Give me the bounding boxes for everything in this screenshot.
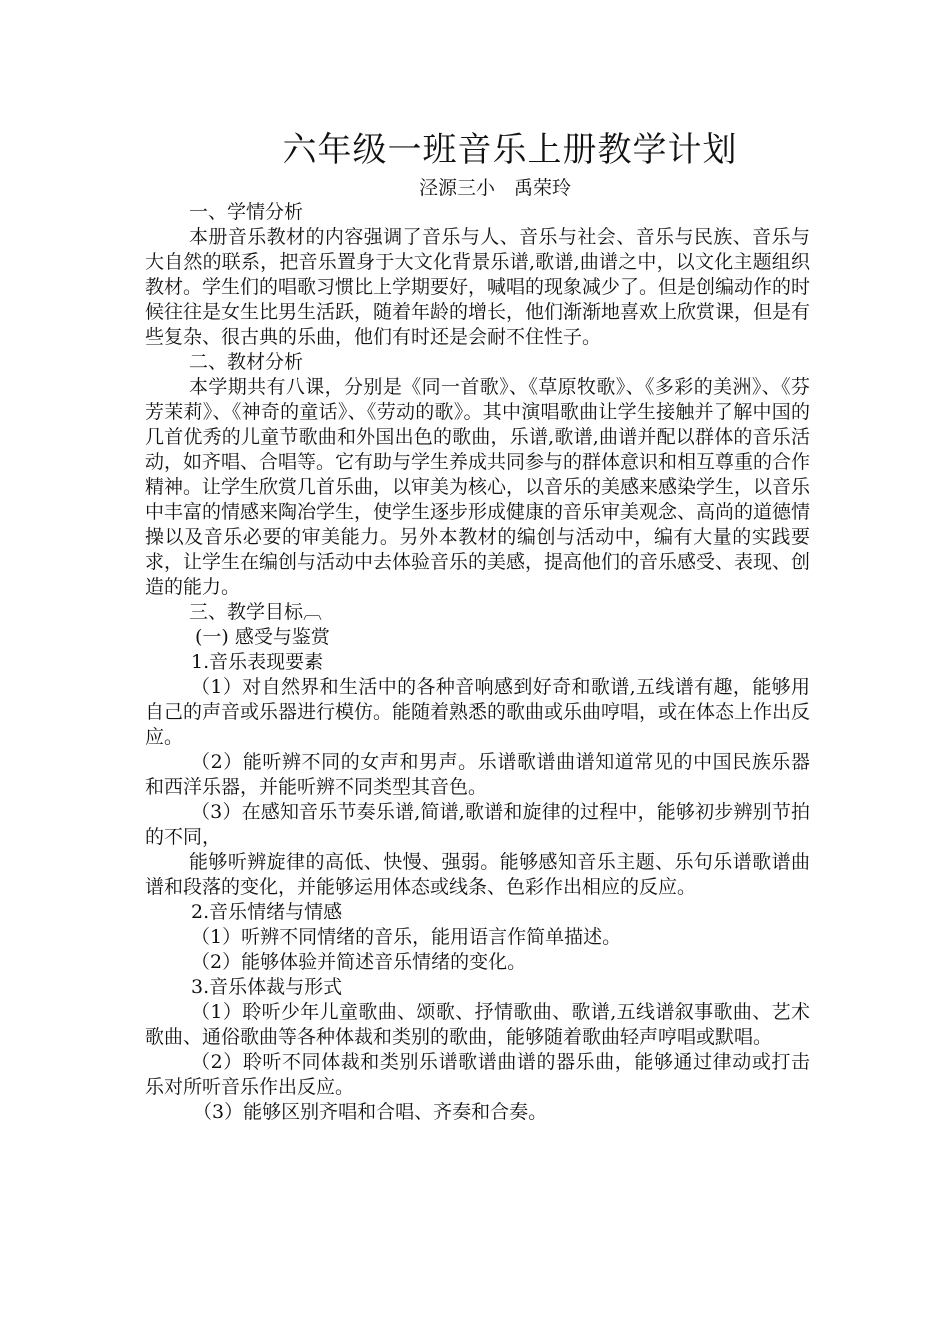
section-heading-3-text: 三、教学目标 — [189, 601, 304, 623]
item-2-para-1: （1）听辨不同情绪的音乐，能用语言作简单描述。 — [191, 926, 622, 948]
item-heading-2: 2.音乐情绪与情感 — [191, 901, 343, 923]
page-title: 六年级一班音乐上册教学计划 — [282, 130, 738, 170]
item-3-para-2: （2）聆听不同体裁和类别乐谱歌谱曲谱的器乐曲，能够通过律动或打击乐对所听音乐作出反应。 — [145, 1051, 810, 1098]
section-heading-3 — [145, 600, 810, 625]
subsection-heading-1: (一) 感受与鉴赏 — [195, 626, 330, 648]
item-3-para-1: （1）聆听少年儿童歌曲、颂歌、抒情歌曲、歌谱,五线谱叙事歌曲、艺术歌曲、通俗歌曲等各种体裁和类别的歌曲，能够随着歌曲轻声哼唱或默唱。 — [145, 1001, 810, 1048]
item-heading-1: 1.音乐表现要素 — [191, 651, 324, 673]
author-line: 泾源三小 禹荣玲 — [418, 177, 571, 199]
paragraph-1: 本册音乐教材的内容强调了音乐与人、音乐与社会、音乐与民族、音乐与大自然的联系，把音乐置身于大文化背景乐谱,歌谱,曲谱之中，以文化主题组织教材。学生们的唱歌习惯比上学期要好，喊唱的现象减少了。但是创编动作的时候往往是女生比男生活跃，随着年龄的增长，他们渐渐地喜欢上欣赏课，但是有些复杂、很古典的乐曲，他们有时还是会耐不住性子。 — [145, 226, 811, 348]
paragraph-2: 本学期共有八课，分别是《同一首歌》、《草原牧歌》、《多彩的美洲》、《芬芳茉莉》、《神奇的童话》、《劳动的歌》。其中演唱歌曲让学生接触并了解中国的几首优秀的儿童节歌曲和外国出色的歌曲，乐谱,歌谱,曲谱并配以群体的音乐活动，如齐唱、合唱等。它有助与学生养成共同参与的群体意识和相互尊重的合作精神。让学生欣赏几首乐曲，以审美为核心，以音乐的美感来感染学生，以音乐中丰富的情感来陶冶学生，使学生逐步形成健康的音乐审美观念、高尚的道德情操以及音乐必要的审美能力。另外本教材的编创与活动中，编有大量的实践要求，让学生在编创与活动中去体验音乐的美感，提高他们的音乐感受、表现、创造的能力。 — [145, 376, 811, 598]
item-1-para-2: （2）能听辨不同的女声和男声。乐谱歌谱曲谱知道常见的中国民族乐器和西洋乐器，并能听辨不同类型其音色。 — [145, 751, 810, 798]
item-1-para-4: 能够听辨旋律的高低、快慢、强弱。能够感知音乐主题、乐句乐谱歌谱曲谱和段落的变化，并能够运用体态或线条、色彩作出相应的反应。 — [145, 851, 810, 898]
item-2-para-2: （2）能够体验并简述音乐情绪的变化。 — [191, 951, 527, 973]
item-1-para-3: （3）在感知音乐节奏乐谱,简谱,歌谱和旋律的过程中，能够初步辨别节拍的不同， — [145, 801, 810, 848]
item-1-para-1: （1）对自然界和生活中的各种音响感到好奇和歌谱,五线谱有趣，能够用自己的声音或乐器进行模仿。能随着熟悉的歌曲或乐曲哼唱，或在体态上作出反应。 — [145, 676, 811, 748]
heading-mark: ︹ — [303, 601, 323, 623]
section-heading-2: 二、教材分析 — [189, 351, 304, 373]
section-heading-1: 一、学情分析 — [189, 201, 304, 223]
item-heading-3: 3.音乐体裁与形式 — [191, 976, 343, 998]
item-3-para-3: （3）能够区别齐唱和合唱、齐奏和合奏。 — [193, 1101, 548, 1123]
document-body — [145, 200, 810, 1125]
